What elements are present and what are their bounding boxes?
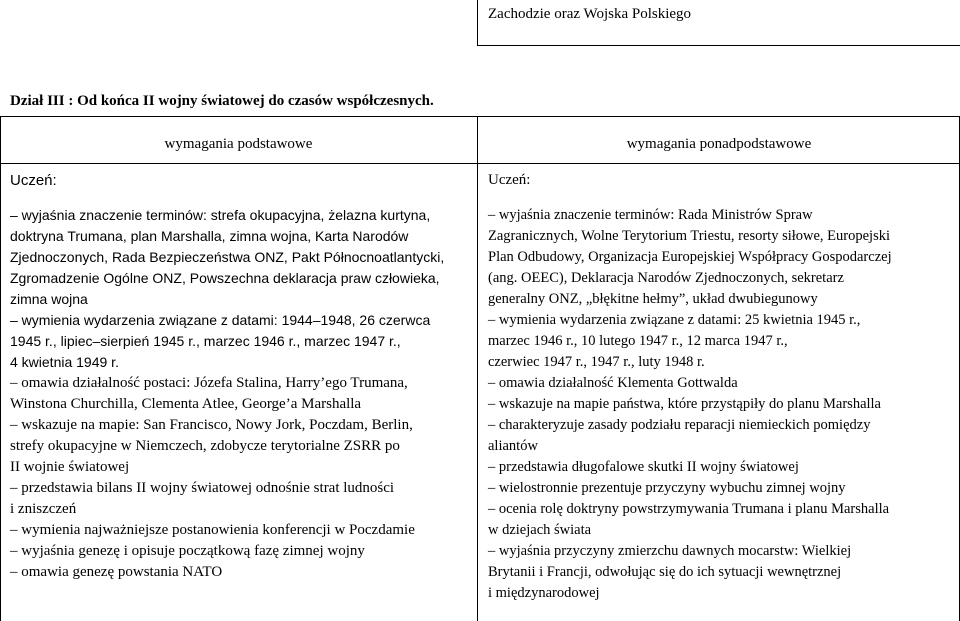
list-item: – wyjaśnia znaczenie terminów: Rada Ministrów Spraw bbox=[488, 207, 813, 223]
list-item: – przedstawia długofalowe skutki II wojny światowej bbox=[488, 459, 799, 475]
list-item: Brytanii i Francji, odwołując się do ich sytuacji wewnętrznej bbox=[488, 564, 842, 580]
basic-requirements-list bbox=[10, 205, 472, 583]
list-item: – wyjaśnia przyczyny zmierzchu dawnych mocarstw: Wielkiej bbox=[488, 543, 852, 559]
list-item: Zjednoczonych, Rada Bezpieczeństwa ONZ, Pakt Północnoatlantycki, bbox=[10, 249, 445, 265]
list-item: i międzynarodowej bbox=[488, 585, 600, 601]
list-item: – omawia działalność Klementa Gottwalda bbox=[488, 375, 738, 391]
list-item: – omawia genezę powstania NATO bbox=[10, 564, 223, 580]
list-item: generalny ONZ, „błękitne hełmy”, układ dwubiegunowy bbox=[488, 291, 818, 307]
previous-section-text: Zachodzie oraz Wojska Polskiego bbox=[488, 6, 692, 22]
basic-student-label: Uczeń: bbox=[10, 172, 57, 189]
table-border-left bbox=[0, 117, 1, 621]
list-item: – charakteryzuje zasady podziału reparacji niemieckich pomiędzy bbox=[488, 417, 871, 433]
list-item: – wskazuje na mapie: San Francisco, Nowy Jork, Poczdam, Berlin, bbox=[10, 417, 413, 433]
extended-requirements-header: wymagania ponadpodstawowe bbox=[626, 136, 812, 152]
list-item: – wymienia wydarzenia związane z datami: 25 kwietnia 1945 r., bbox=[488, 312, 861, 328]
list-item: w dziejach świata bbox=[488, 522, 592, 538]
list-item: i zniszczeń bbox=[10, 501, 77, 517]
list-item: Zagranicznych, Wolne Terytorium Triestu, resorty siłowe, Europejski bbox=[488, 228, 890, 244]
header-divider bbox=[0, 163, 960, 164]
list-item: – omawia działalność postaci: Józefa Stalina, Harry’ego Trumana, bbox=[10, 375, 408, 391]
list-item: – wyjaśnia genezę i opisuje początkową fazę zimnej wojny bbox=[10, 543, 365, 559]
list-item: – wymienia najważniejsze postanowienia konferencji w Poczdamie bbox=[10, 522, 415, 538]
list-item: – wyjaśnia znaczenie terminów: strefa okupacyjna, żelazna kurtyna, bbox=[10, 207, 431, 223]
list-item: marzec 1946 r., 10 lutego 1947 r., 12 marca 1947 r., bbox=[488, 333, 788, 349]
list-item: Zgromadzenie Ogólne ONZ, Powszechna deklaracja praw człowieka, bbox=[10, 270, 440, 286]
list-item: – wymienia wydarzenia związane z datami: 1944–1948, 26 czerwca bbox=[10, 312, 431, 328]
list-item: – wielostronnie prezentuje przyczyny wybuchu zimnej wojny bbox=[488, 480, 846, 496]
list-item: zimna wojna bbox=[10, 291, 88, 307]
section-title: Dział III : Od końca II wojny światowej do czasów współczesnych. bbox=[10, 93, 434, 109]
list-item: doktryna Trumana, plan Marshalla, zimna wojna, Karta Narodów bbox=[10, 228, 409, 244]
list-item: – ocenia rolę doktryny powstrzymywania Trumana i planu Marshalla bbox=[488, 501, 890, 517]
list-item: Winstona Churchilla, Clementa Atlee, George’a Marshalla bbox=[10, 396, 362, 412]
list-item: (ang. OEEC), Deklaracja Narodów Zjednoczonych, sekretarz bbox=[488, 270, 844, 286]
list-item: 1945 r., lipiec–sierpień 1945 r., marzec 1946 r., marzec 1947 r., bbox=[10, 333, 401, 349]
extended-student-label: Uczeń: bbox=[488, 172, 531, 188]
list-item: czerwiec 1947 r., 1947 r., luty 1948 r. bbox=[488, 354, 705, 370]
list-item: strefy okupacyjne w Niemczech, zdobycze terytorialne ZSRR po bbox=[10, 438, 400, 454]
basic-requirements-header: wymagania podstawowe bbox=[164, 136, 313, 152]
extended-requirements-list bbox=[488, 205, 950, 604]
column-divider bbox=[477, 117, 478, 621]
previous-section-cell bbox=[477, 0, 960, 46]
requirements-table bbox=[0, 116, 960, 620]
list-item: aliantów bbox=[488, 438, 538, 454]
list-item: 4 kwietnia 1949 r. bbox=[10, 354, 119, 370]
list-item: Plan Odbudowy, Organizacja Europejskiej Współpracy Gospodarczej bbox=[488, 249, 892, 265]
list-item: II wojnie światowej bbox=[10, 459, 130, 475]
list-item: – wskazuje na mapie państwa, które przystąpiły do planu Marshalla bbox=[488, 396, 881, 412]
list-item: – przedstawia bilans II wojny światowej odnośnie strat ludności bbox=[10, 480, 395, 496]
